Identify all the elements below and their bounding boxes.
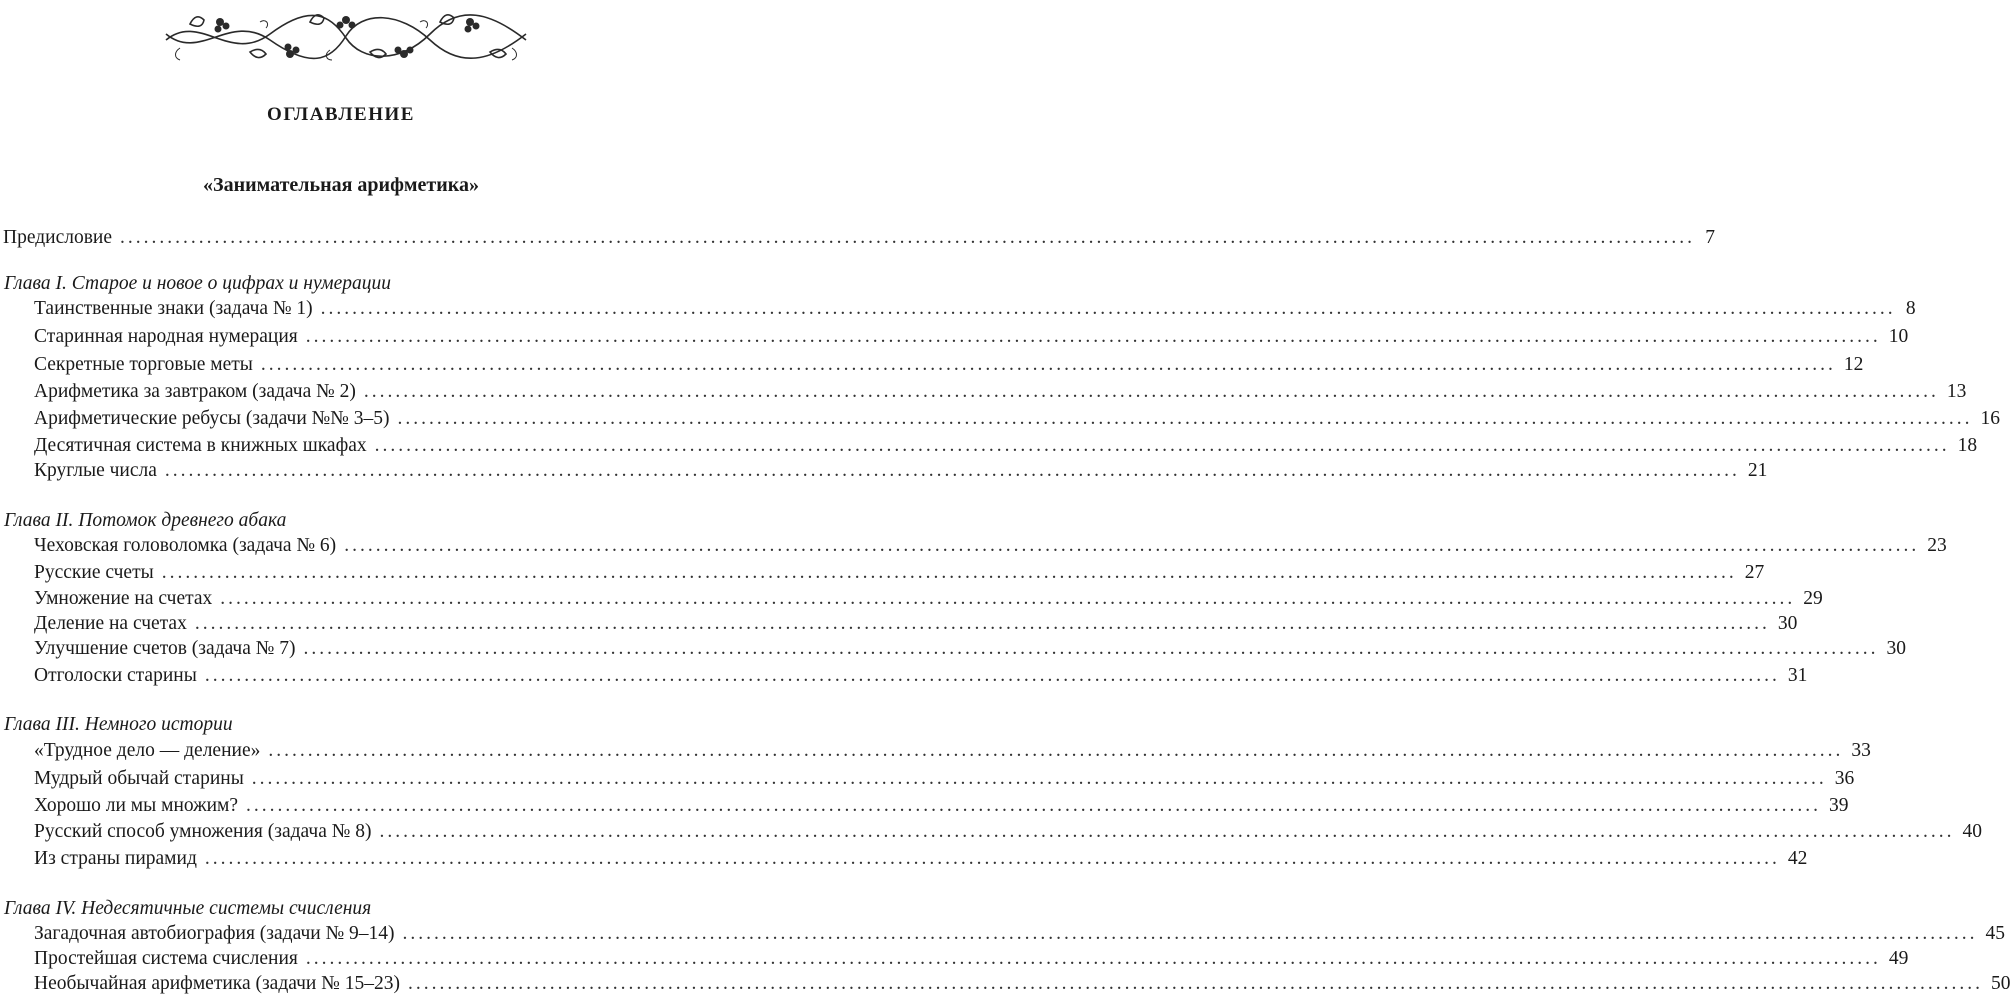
toc-entry[interactable] [0, 818, 1982, 846]
entry-label: Секретные торговые меты [34, 354, 253, 375]
chapter-heading: Глава III. Немного истории [4, 714, 233, 735]
entry-label: Старинная народная нумерация [34, 326, 298, 347]
entry-label: Мудрый обычай старины [34, 768, 244, 789]
page-number: 10 [1888, 326, 1909, 347]
page-number: 16 [1980, 408, 2000, 429]
page-number: 31 [1787, 665, 1808, 686]
toc-entry[interactable] [0, 432, 1978, 460]
entry-label: Из страны пирамид [34, 848, 197, 869]
toc-entry[interactable] [0, 737, 1871, 765]
dot-leader: ........................................................................................................................................................................................................ [344, 535, 1920, 556]
page-number: 36 [1834, 768, 1855, 789]
dot-leader: ........................................................................................................................................................................................................ [305, 326, 1881, 347]
page-number: 29 [1803, 588, 1823, 609]
toc-entry[interactable] [0, 378, 1967, 406]
page-number: 42 [1787, 848, 1808, 869]
page-number: 33 [1851, 740, 1871, 761]
page-number: 27 [1744, 562, 1765, 583]
entry-label: Арифметика за завтраком (задача № 2) [34, 381, 356, 402]
toc-entry[interactable] [0, 635, 1906, 663]
toc-entry[interactable] [0, 765, 1855, 793]
toc-entry[interactable] [0, 532, 1947, 560]
toc-entry[interactable] [0, 457, 1768, 485]
page-number: 45 [1985, 923, 2006, 944]
entry-label: Необычайная арифметика (задачи № 15–23) [34, 973, 400, 994]
dot-leader: ........................................................................................................................................................................................................ [268, 740, 1844, 761]
page-number: 7 [1705, 227, 1716, 248]
page-number: 23 [1927, 535, 1947, 556]
dot-leader: ........................................................................................................................................................................................................ [397, 408, 1973, 429]
toc-entry[interactable] [0, 351, 1864, 379]
toc-entry[interactable] [0, 585, 1823, 613]
entry-label: Деление на счетах [34, 613, 187, 634]
page-number: 49 [1888, 948, 1909, 969]
toc-entry[interactable] [0, 920, 2006, 948]
toc-entry[interactable] [0, 792, 1849, 820]
page-number: 8 [1905, 298, 1916, 319]
page-number: 12 [1843, 354, 1864, 375]
dot-leader: ........................................................................................................................................................................................................ [303, 638, 1879, 659]
dot-leader: ........................................................................................................................................................................................................ [305, 948, 1881, 969]
dot-leader: ........................................................................................................................................................................................................ [320, 298, 1896, 319]
dot-leader: ........................................................................................................................................................................................................ [220, 588, 1796, 609]
entry-label: Русские счеты [34, 562, 154, 583]
toc-entry[interactable] [0, 295, 1916, 323]
page-number: 30 [1777, 613, 1798, 634]
dot-leader: ........................................................................................................................................................................................................ [194, 613, 1770, 634]
dot-leader: ........................................................................................................................................................................................................ [407, 973, 1983, 994]
entry-label: Загадочная автобиография (задачи № 9–14) [34, 923, 395, 944]
chapter-heading: Глава I. Старое и новое о цифрах и нумерации [4, 273, 391, 294]
toc-entry[interactable] [0, 845, 1808, 873]
dot-leader: ........................................................................................................................................................................................................ [120, 227, 1696, 248]
dot-leader: ........................................................................................................................................................................................................ [161, 562, 1737, 583]
toc-entry[interactable] [0, 970, 2010, 998]
dot-leader: ........................................................................................................................................................................................................ [204, 848, 1780, 869]
dot-leader: ........................................................................................................................................................................................................ [374, 435, 1950, 456]
book-title: «Занимательная арифметика» [203, 174, 479, 196]
dot-leader: ........................................................................................................................................................................................................ [379, 821, 1955, 842]
toc-heading: ОГЛАВЛЕНИЕ [267, 104, 415, 125]
page-number: 50 [1990, 973, 2010, 994]
dot-leader: ........................................................................................................................................................................................................ [204, 665, 1780, 686]
toc-entry[interactable] [0, 945, 1909, 973]
entry-label: Русский способ умножения (задача № 8) [34, 821, 372, 842]
page-number: 39 [1829, 795, 1849, 816]
entry-label: Круглые числа [34, 460, 157, 481]
page-number: 18 [1957, 435, 1978, 456]
entry-label: Чеховская головоломка (задача № 6) [34, 535, 337, 556]
entry-label: Простейшая система счисления [34, 948, 298, 969]
toc-entry-preface[interactable] [0, 224, 1716, 252]
entry-label: Таинственные знаки (задача № 1) [34, 298, 313, 319]
entry-label: Умножение на счетах [34, 588, 213, 609]
toc-entry[interactable] [0, 323, 1909, 351]
dot-leader: ........................................................................................................................................................................................................ [260, 354, 1836, 375]
entry-label: Арифметические ребусы (задачи №№ 3–5) [34, 408, 390, 429]
toc-entry[interactable] [0, 559, 1765, 587]
vine-ornament [160, 4, 532, 70]
toc-entry[interactable] [0, 405, 2000, 433]
page-number: 21 [1747, 460, 1768, 481]
entry-label: Хорошо ли мы множим? [34, 795, 239, 816]
dot-leader: ........................................................................................................................................................................................................ [164, 460, 1740, 481]
entry-label: Улучшение счетов (задача № 7) [34, 638, 296, 659]
page-number: 30 [1886, 638, 1906, 659]
entry-label: Предисловие [3, 227, 113, 248]
entry-label: «Трудное дело — деление» [34, 740, 261, 761]
chapter-heading: Глава IV. Недесятичные системы счисления [4, 898, 372, 919]
chapter-heading: Глава II. Потомок древнего абака [4, 510, 287, 531]
entry-label: Отголоски старины [34, 665, 197, 686]
dot-leader: ........................................................................................................................................................................................................ [251, 768, 1827, 789]
page-number: 40 [1962, 821, 1982, 842]
dot-leader: ........................................................................................................................................................................................................ [402, 923, 1978, 944]
toc-entry[interactable] [0, 662, 1808, 690]
dot-leader: ........................................................................................................................................................................................................ [363, 381, 1939, 402]
page-number: 13 [1946, 381, 1967, 402]
entry-label: Десятичная система в книжных шкафах [34, 435, 367, 456]
toc-entry[interactable] [0, 610, 1798, 638]
dot-leader: ........................................................................................................................................................................................................ [246, 795, 1822, 816]
